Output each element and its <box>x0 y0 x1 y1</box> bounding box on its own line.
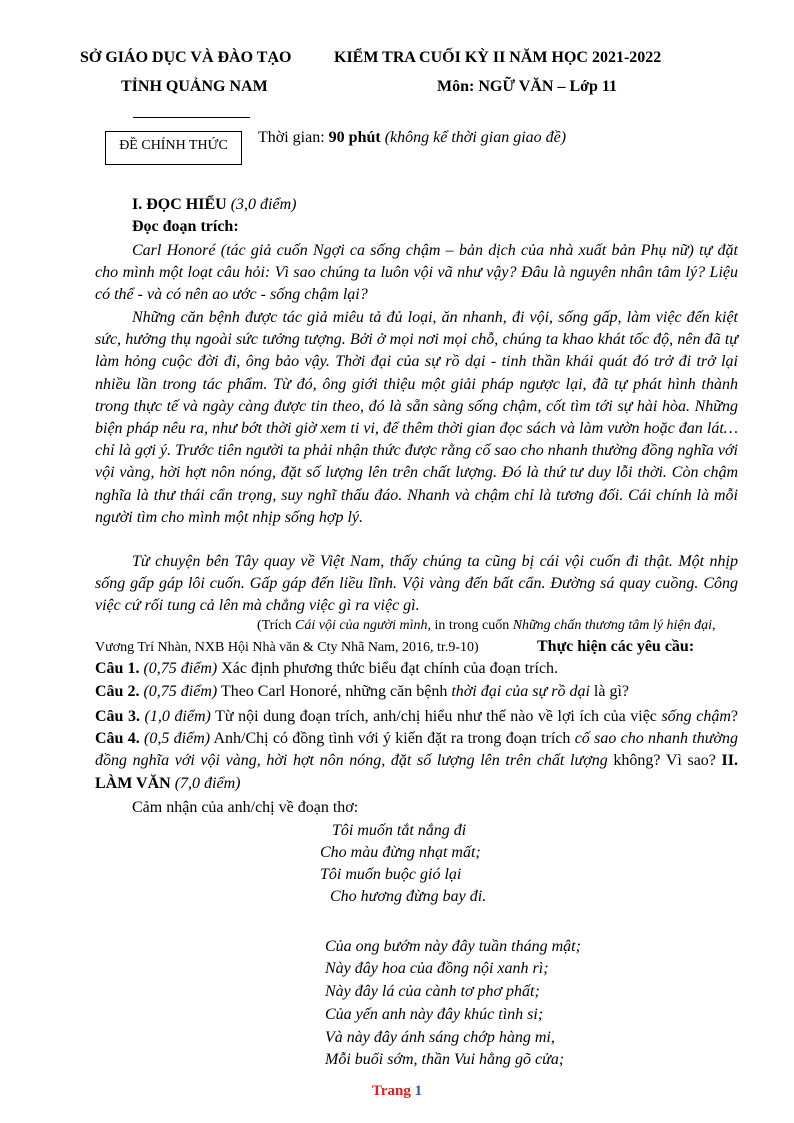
time-value: 90 phút <box>328 129 381 146</box>
section2-title: II. LÀM VĂN <box>95 752 738 792</box>
page-footer <box>0 1083 794 1100</box>
poem-line: Cho màu đừng nhạt mất; <box>320 844 481 861</box>
requirements-label: Thực hiện các yêu cầu: <box>537 638 695 655</box>
source-comma: , <box>711 618 716 633</box>
q1-points: (0,75 điểm) <box>143 660 218 677</box>
q4-end: không? Vì sao? <box>607 752 722 770</box>
q2-text: Theo Carl Honoré, những căn bệnh <box>217 683 452 700</box>
section1-heading <box>132 196 296 214</box>
source-article: Cái vội của người mình <box>295 618 428 633</box>
poem-line: Cho hương đừng bay đi. <box>330 888 487 905</box>
passage-paragraph-1: Carl Honoré (tác giả cuốn Ngợi ca sống chậm – bản dịch của nhà xuất bản Phụ nữ) tự đặt cho mình một loạt câu hỏi: Vì sao chúng ta luôn vội vã như vậy? Đâu là nguyên nhân tâm lý? Liệu có thể - và có nên ao ước - sống chậm lại? <box>95 242 738 304</box>
question-1 <box>95 660 558 678</box>
page-number: 1 <box>414 1083 423 1099</box>
poem-line: Của yến anh này đây khúc tình si; <box>325 1006 544 1023</box>
poem-line: Tôi muốn buộc gió lại <box>320 866 462 883</box>
q3-points: (1,0 điểm) <box>144 708 211 725</box>
source-mid: , in trong cuốn <box>427 618 513 633</box>
section2-points: (7,0 điểm) <box>174 774 241 792</box>
q2-label: Câu 2. <box>95 683 140 700</box>
department-name: SỞ GIÁO DỤC VÀ ĐÀO TẠO <box>80 49 292 66</box>
q4-emphasis: cố sao cho nhanh thường đồng nghĩa với vội vàng, hời hợt nôn nóng, đặt số lượng lên trên chất lượng <box>95 730 738 770</box>
header-rule <box>133 117 250 118</box>
q2-points: (0,75 điểm) <box>143 683 218 700</box>
time-note: (không kể thời gian giao đề) <box>384 129 567 146</box>
source-book: Những chấn thương tâm lý hiện đại <box>512 618 712 633</box>
q4-text: Anh/Chị có đồng tình với ý kiến đặt ra trong đoạn trích <box>210 730 575 748</box>
q1-label: Câu 1. <box>95 660 140 677</box>
q4-label: Câu 4. <box>95 730 140 748</box>
q3-text: Từ nội dung đoạn trích, anh/chị hiểu như thế nào về lợi ích của việc <box>210 708 662 725</box>
question-2 <box>95 683 629 701</box>
poem-line: Của ong bướm này đây tuần tháng mật; <box>325 938 581 955</box>
q3-emphasis: sống chậm <box>661 708 731 725</box>
official-label: ĐỀ CHÍNH THỨC <box>119 138 228 153</box>
subject-grade: Môn: NGỮ VĂN – Lớp 11 <box>437 78 617 95</box>
time-prefix: Thời gian: <box>258 129 329 146</box>
q2-emphasis: thời đại của sự rồ dại <box>451 683 590 700</box>
q3-label: Câu 3. <box>95 708 140 725</box>
official-box <box>105 131 242 165</box>
source-prefix: (Trích <box>257 618 295 633</box>
poem-line: Và này đây ánh sáng chớp hàng mi, <box>325 1029 555 1046</box>
q3-end: ? <box>730 708 738 725</box>
q2-end: là gì? <box>589 683 630 700</box>
essay-prompt: Cảm nhận của anh/chị về đoạn thơ: <box>132 799 359 816</box>
read-label: Đọc đoạn trích: <box>132 218 239 235</box>
exam-title: KIỂM TRA CUỐI KỲ II NĂM HỌC 2021-2022 <box>334 49 662 66</box>
source-publisher: Vương Trí Nhàn, NXB Hội Nhà văn & Cty Nhã Nam, 2016, tr.9-10) <box>95 640 479 655</box>
passage-paragraph-3: Từ chuyện bên Tây quay về Việt Nam, thấy chúng ta cũng bị cái vội cuốn đi thật. Một nhịp sống gấp gáp lôi cuốn. Gấp gáp đến liều lĩnh. Vội vàng đến bất cẩn. Đường sá quay cuồng. Công việc cứ rối tung cả lên mà chẳng việc gì ra việc gì. <box>95 553 738 615</box>
passage-paragraph-2: Những căn bệnh được tác giả miêu tả đủ loại, ăn nhanh, đi vội, sống gấp, làm việc đến kiệt sức, hưởng thụ ngoài sức tưởng tượng. Bởi ở mọi nơi mọi chỗ, chúng ta khao khát tốc độ, nên đã tự làm hỏng cuộc đời đi, ông bảo vậy. Thời đại của sự rồ dại - tinh thần khái quát đó trở đi trở lại nhiều lần trong tác phẩm. Từ đó, ông giới thiệu một giải pháp ngược lại, đã tự phát hình thành trong thực tế và ngày càng được tin theo, đó là sẵn sàng sống chậm, cốt tìm tới sự hài hòa. Những biện pháp nêu ra, như bớt thời giờ xem ti vi, để thêm thời gian đọc sách và làm vườn hoặc đan lát… chỉ là gợi ý. Trước tiên người ta phải nhận thức được rằng cố sao cho nhanh thường đồng nghĩa với vội vàng, hời hợt nôn nóng, đặt số lượng lên trên chất lượng. Đó là thứ tư duy lỗi thời. Còn chậm nghĩa là thư thái cẩn trọng, suy nghĩ thấu đáo. Nhanh và chậm chỉ là tương đối. Cái chính là mỗi người tìm cho mình một nhịp sống hợp lý. <box>95 309 738 526</box>
questions-3-4-block <box>95 706 738 795</box>
poem-line: Mỗi buổi sớm, thần Vui hằng gõ cửa; <box>325 1051 565 1068</box>
source-citation <box>257 618 715 634</box>
page-label: Trang <box>371 1083 411 1099</box>
section1-points: (3,0 điểm) <box>230 196 297 213</box>
province-name: TỈNH QUẢNG NAM <box>121 78 268 95</box>
poem-line: Này đây lá của cành tơ phơ phất; <box>325 983 540 1000</box>
time-line <box>258 129 566 147</box>
poem-line: Tôi muốn tắt nắng đi <box>332 822 467 839</box>
q4-points: (0,5 điểm) <box>144 730 211 748</box>
poem-line: Này đây hoa của đồng nội xanh rì; <box>325 960 549 977</box>
q1-text: Xác định phương thức biểu đạt chính của đoạn trích. <box>217 660 559 677</box>
section1-title: I. ĐỌC HIỂU <box>132 196 227 213</box>
